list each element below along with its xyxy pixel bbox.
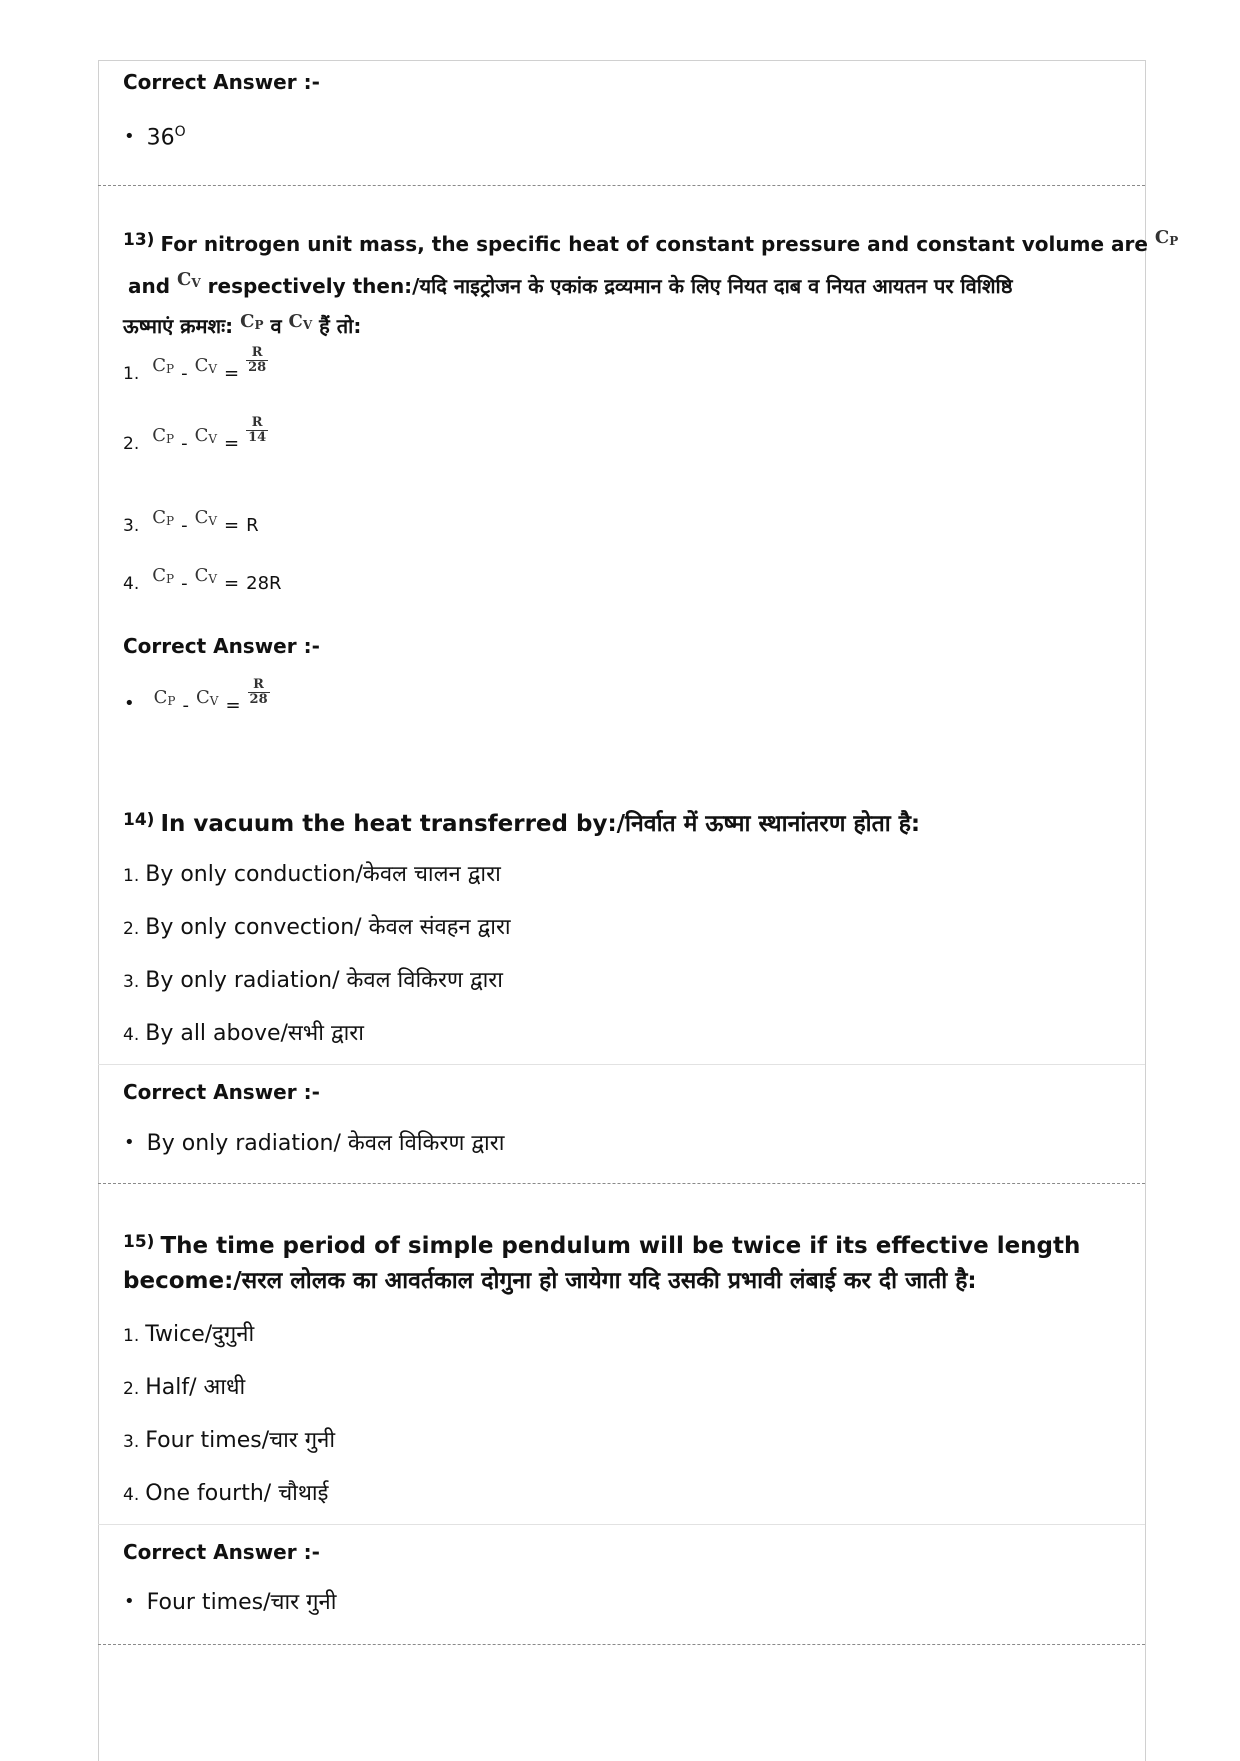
q13-option-4[interactable]: 4. $^{CP}$ - $^{CV}$ = 28R: [123, 565, 282, 594]
fraction: $\frac{R}{28}$: [249, 677, 268, 708]
q15-question-line2: become:/सरल लोलक का आवर्तकाल दोगुना हो जायेगा यदि उसकी प्रभावी लंबाई कर दी जाती है:: [123, 1268, 977, 1294]
q15-option-4[interactable]: 4. One fourth/ चौथाई: [123, 1481, 329, 1506]
correct-answer-label: Correct Answer :-: [123, 70, 320, 94]
fraction: $\frac{R}{28}$: [248, 345, 267, 376]
q14-option-3[interactable]: 3. By only radiation/ केवल विकिरण द्वारा: [123, 968, 504, 993]
q14-number: 14): [123, 810, 155, 830]
q15-answer: • Four times/चार गुनी: [124, 1586, 336, 1616]
q14-question: [123, 806, 920, 838]
q13-answer: • $^{CP}$ - $^{CV}$ = $\frac{R}{28}$: [124, 690, 270, 720]
q14-option-2[interactable]: 2. By only convection/ केवल संवहन द्वारा: [123, 915, 511, 940]
option-rhs: R: [246, 515, 259, 536]
divider: [98, 1064, 1145, 1065]
fraction: $\frac{R}{14}$: [248, 415, 267, 446]
cp-symbol: CP: [1154, 227, 1179, 248]
q13-text-line3c: हैं तो:: [319, 314, 362, 338]
cv-symbol: CV: [288, 311, 313, 332]
q12-answer-value: 36: [146, 125, 175, 151]
divider: [98, 1524, 1145, 1525]
divider: [98, 1644, 1145, 1645]
q13-question-line3: ऊष्माएं क्रमशः: CP व CV हैं तो:: [123, 311, 362, 338]
q14-text: In vacuum the heat transferred by:/निर्वात में ऊष्मा स्थानांतरण होता है:: [160, 811, 921, 837]
correct-answer-label: Correct Answer :-: [123, 634, 320, 658]
q13-question-line2: [128, 269, 1013, 299]
q15-option-1[interactable]: 1. Twice/दुगुनी: [123, 1322, 255, 1347]
option-rhs: 28R: [246, 573, 282, 594]
q15-option-2[interactable]: 2. Half/ आधी: [123, 1375, 246, 1400]
divider: [98, 185, 1145, 186]
q13-option-2[interactable]: 2. $^{CP}$ - $^{CV}$ = $\frac{R}{14}$: [123, 415, 267, 454]
q14-option-4[interactable]: 4. By all above/सभी द्वारा: [123, 1021, 364, 1046]
cv-symbol: CV: [177, 269, 201, 290]
divider: [98, 1183, 1145, 1184]
q13-text-line3b: व: [270, 314, 282, 338]
q13-number: 13): [123, 230, 155, 250]
q15-option-3[interactable]: 3. Four times/चार गुनी: [123, 1428, 336, 1453]
q13-option-1[interactable]: 1. $^{CP}$ - $^{CV}$ = $\frac{R}{28}$: [123, 345, 267, 384]
q15-question-line1: [123, 1233, 1080, 1259]
q15-text-line1: The time period of simple pendulum will be twice if its effective length: [160, 1233, 1081, 1259]
correct-answer-label: Correct Answer :-: [123, 1540, 320, 1564]
q13-text-line1: For nitrogen unit mass, the specific heat of constant pressure and constant volume are: [160, 232, 1148, 256]
q13-text-line2: respectively then:/यदि नाइट्रोजन के एकांक द्रव्यमान के लिए नियत दाब व नियत आयतन पर विशिष्ठि: [207, 274, 1013, 298]
q15-number: 15): [123, 1232, 155, 1252]
q12-answer: [124, 124, 186, 150]
q13-question-line1: [123, 227, 1179, 256]
cp-symbol: CP: [240, 311, 264, 332]
q13-text-and: and: [128, 274, 171, 298]
q14-answer: • By only radiation/ केवल विकिरण द्वारा: [124, 1127, 504, 1157]
q13-option-3[interactable]: 3. $^{CP}$ - $^{CV}$ = R: [123, 507, 259, 536]
q12-answer-sup: O: [174, 124, 186, 140]
correct-answer-label: Correct Answer :-: [123, 1080, 320, 1104]
q14-option-1[interactable]: 1. By only conduction/केवल चालन द्वारा: [123, 862, 501, 887]
q13-text-line3a: ऊष्माएं क्रमशः: [123, 314, 226, 338]
